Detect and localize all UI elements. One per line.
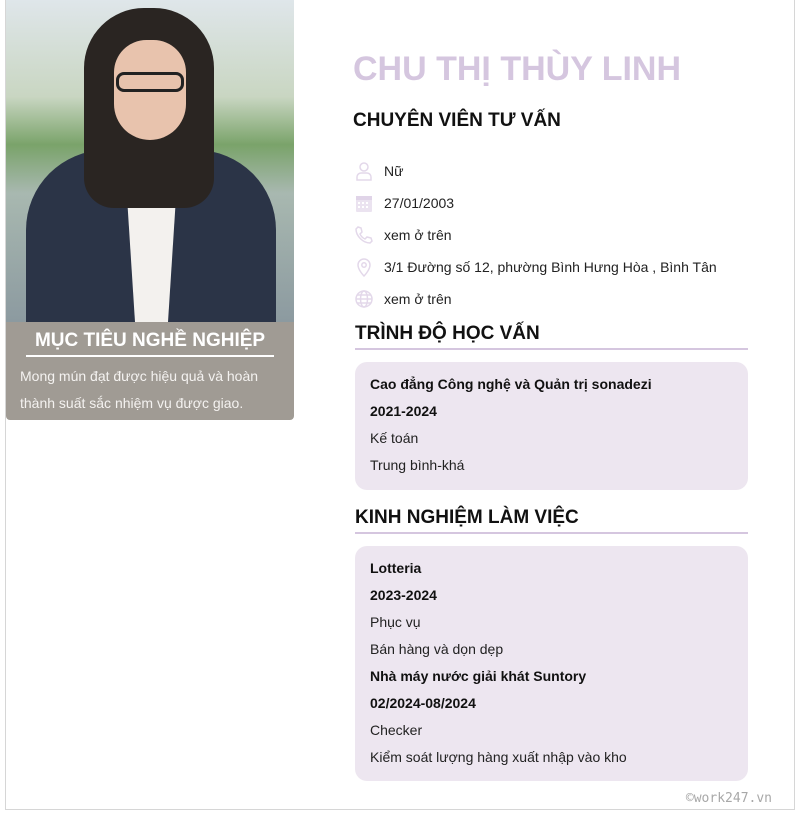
- phone-icon: [354, 225, 374, 245]
- education-school: Cao đẳng Công nghệ và Quản trị sonadezi: [370, 376, 652, 392]
- job-company: Lotteria: [370, 560, 422, 576]
- birthday-value: 27/01/2003: [384, 195, 455, 211]
- contact-website: [353, 283, 717, 315]
- education-period: 2021-2024: [370, 403, 437, 419]
- job-description: Kiểm soát lượng hàng xuất nhập vào kho: [370, 749, 627, 765]
- job-period: 2023-2024: [370, 587, 437, 603]
- experience-box: [355, 546, 748, 781]
- education-heading: TRÌNH ĐỘ HỌC VẤN: [355, 323, 748, 350]
- globe-icon: [354, 289, 374, 309]
- website-value: xem ở trên: [384, 291, 452, 307]
- job-company: Nhà máy nước giải khát Suntory: [370, 668, 587, 684]
- job-position: Phục vụ: [370, 614, 421, 630]
- education-grade: Trung bình-khá: [370, 457, 465, 473]
- contact-address: [353, 251, 717, 283]
- profile-photo: [6, 0, 294, 322]
- job-title: CHUYÊN VIÊN TƯ VẤN: [353, 110, 561, 131]
- watermark: ©work247.vn: [685, 791, 772, 806]
- gender-value: Nữ: [384, 163, 404, 179]
- candidate-name: CHU THỊ THÙY LINH: [353, 50, 682, 88]
- objective-heading: MỤC TIÊU NGHỀ NGHIỆP: [26, 330, 274, 357]
- education-box: [355, 362, 748, 490]
- calendar-icon: [354, 193, 374, 213]
- experience-heading: KINH NGHIỆM LÀM VIỆC: [355, 507, 748, 534]
- contact-info: [353, 155, 717, 315]
- address-value: 3/1 Đường số 12, phường Bình Hưng Hòa , Bình Tân: [384, 259, 717, 275]
- location-icon: [354, 257, 374, 277]
- contact-gender: [353, 155, 717, 187]
- user-icon: [354, 161, 374, 181]
- job-position: Checker: [370, 722, 423, 738]
- contact-phone: [353, 219, 717, 251]
- job-period: 02/2024-08/2024: [370, 695, 476, 711]
- career-objective: [6, 322, 294, 420]
- phone-value: xem ở trên: [384, 227, 452, 243]
- objective-text: Mong mún đạt được hiệu quả và hoàn thành suất sắc nhiệm vụ được giao.: [20, 368, 259, 411]
- job-description: Bán hàng và dọn dẹp: [370, 641, 504, 657]
- education-major: Kế toán: [370, 430, 419, 446]
- contact-birthday: [353, 187, 717, 219]
